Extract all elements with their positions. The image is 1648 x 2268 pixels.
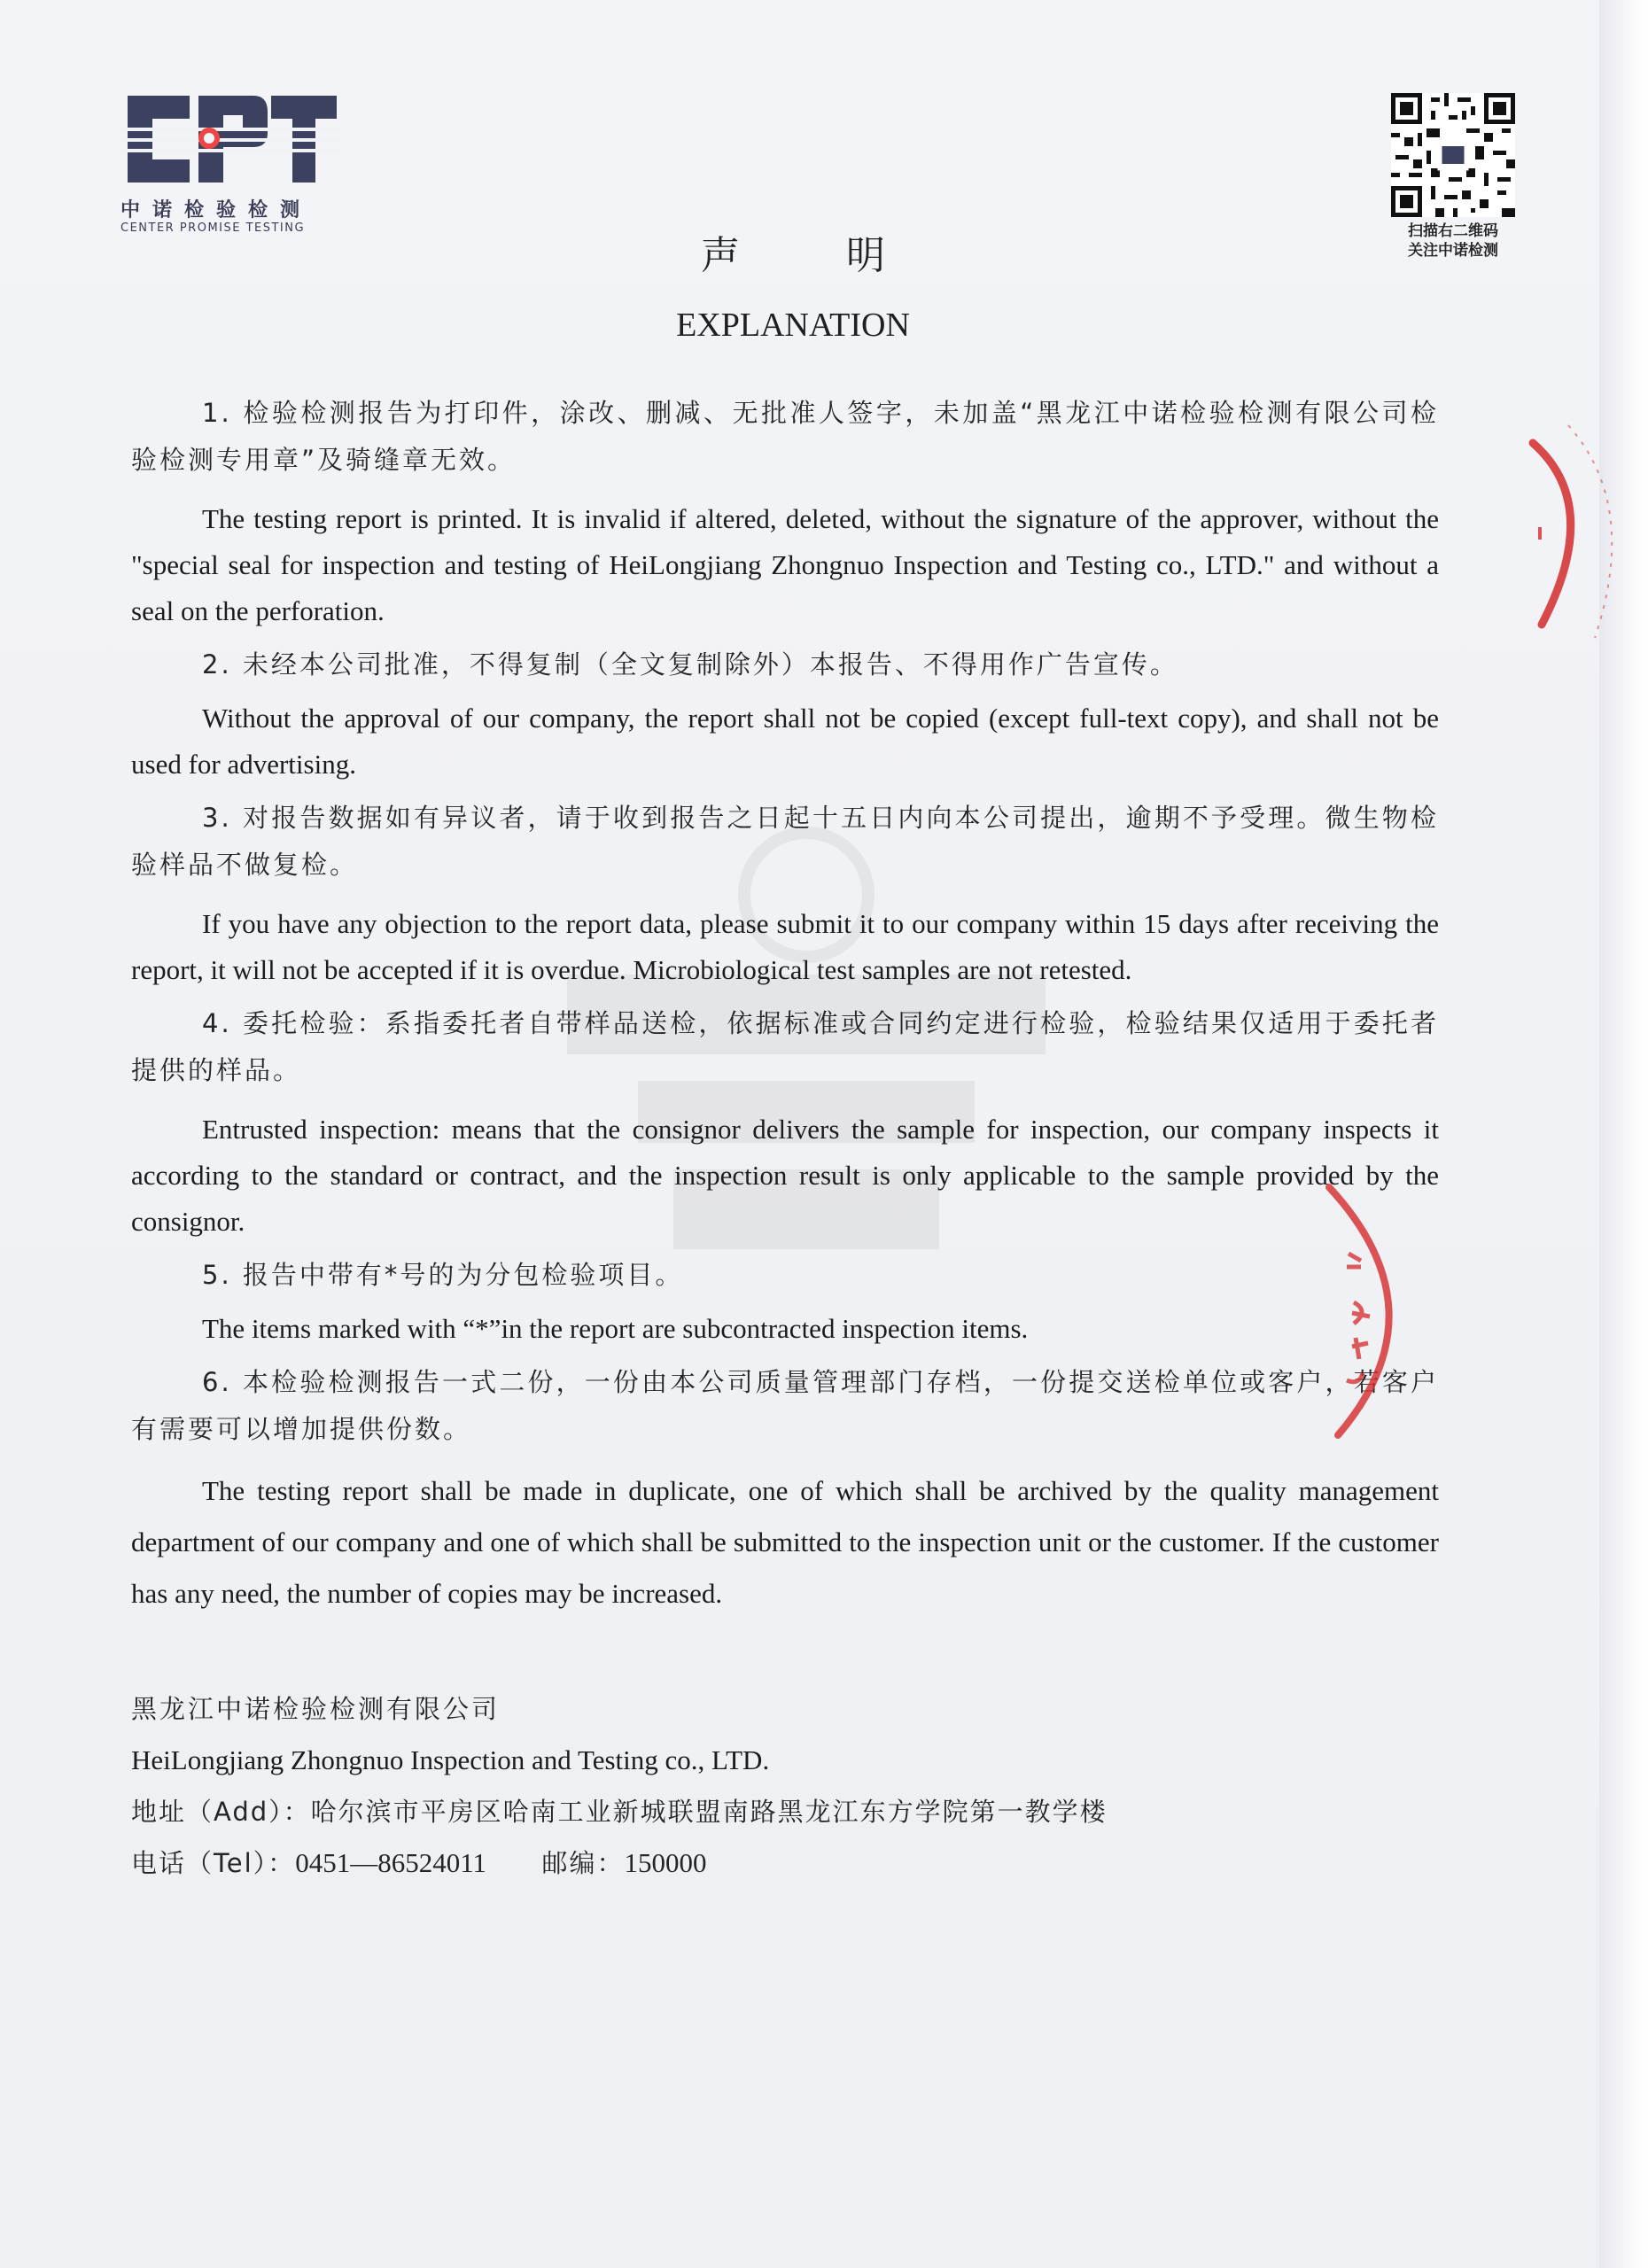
cpt-logo-icon <box>120 89 342 190</box>
title-english: EXPLANATION <box>676 307 910 344</box>
footer-address <box>131 1786 1372 1837</box>
qr-caption-line2: 关注中诺检测 <box>1408 242 1498 260</box>
title-chinese: 声明 <box>701 233 991 278</box>
clause-3-en: If you have any objection to the report data, please submit it to our company within 15 days after receiving the report, it will not be accepted if it is overdue. Microbiological test samples are not retested. <box>131 908 1439 985</box>
address-label: 地址（Add）： <box>131 1797 311 1827</box>
company-logo <box>120 89 342 239</box>
logo-english-name: CENTER PROMISE TESTING <box>120 221 306 235</box>
postcode-label: 邮编： <box>541 1848 625 1878</box>
tel-value: 0451—86524011 <box>295 1847 487 1878</box>
clause-6-cn: 6. 本检验检测报告一式二份，一份由本公司质量管理部门存档，一份提交送检单位或客户，若客户有需要可以增加提供份数。 <box>131 1367 1439 1444</box>
clause-1-en: The testing report is printed. It is invalid if altered, deleted, without the signature of the approver, without the "special seal for inspection and testing of HeiLongjiang Zhongnuo Inspection and Testing co., LTD." and without a seal on the perforation. <box>131 503 1439 626</box>
seal-fragment <box>1276 1169 1453 1453</box>
clause-4-en: Entrusted inspection: means that the consignor delivers the sample for inspection, our company inspects it according to the standard or contract, and the inspection result is only applicable to the sample provided by the consignor. <box>131 1114 1439 1237</box>
clause-1-cn: 1. 检验检测报告为打印件，涂改、删减、无批准人签字，未加盖“黑龙江中诺检验检测有限公司检验检测专用章”及骑缝章无效。 <box>131 398 1439 475</box>
page-edge <box>1599 0 1648 2268</box>
clause-6-en: The testing report shall be made in duplicate, one of which shall be archived by the quality management department of our company and one of which shall be submitted to the inspection unit or the customer. If the customer has any need, the number of copies may be increased. <box>131 1475 1439 1609</box>
footer-contact <box>131 1837 1372 1889</box>
company-footer <box>131 1683 1372 1889</box>
postcode-value: 150000 <box>624 1847 707 1878</box>
clause-4-cn: 4. 委托检验：系指委托者自带样品送检，依据标准或合同约定进行检验，检验结果仅适用于委托者提供的样品。 <box>131 1008 1439 1085</box>
tel-label: 电话（Tel）： <box>131 1848 296 1878</box>
qr-code-icon[interactable] <box>1391 93 1515 217</box>
logo-chinese-name: 中诺检验检测 <box>120 199 313 221</box>
qr-caption-line1: 扫描右二维码 <box>1408 222 1498 240</box>
clause-2-cn: 2. 未经本公司批准，不得复制（全文复制除外）本报告、不得用作广告宣传。 <box>202 649 1178 680</box>
perforation-seal-mark <box>1506 416 1639 647</box>
clause-2-en: Without the approval of our company, the report shall not be copied (except full-text copy), and shall not be used for advertising. <box>131 703 1439 780</box>
footer-company-cn: 黑龙江中诺检验检测有限公司 <box>131 1694 501 1724</box>
clause-5-cn: 5. 报告中带有*号的为分包检验项目。 <box>202 1260 684 1290</box>
footer-company-en: HeiLongjiang Zhongnuo Inspection and Testing co., LTD. <box>131 1744 770 1775</box>
clause-3-cn: 3. 对报告数据如有异议者，请于收到报告之日起十五日内向本公司提出，逾期不予受理。微生物检验样品不做复检。 <box>131 803 1439 880</box>
clauses-list <box>131 390 1439 1619</box>
clause-5-en: The items marked with “*”in the report are subcontracted inspection items. <box>202 1313 1029 1344</box>
address-value: 哈尔滨市平房区哈南工业新城联盟南路黑龙江东方学院第一教学楼 <box>310 1797 1108 1827</box>
